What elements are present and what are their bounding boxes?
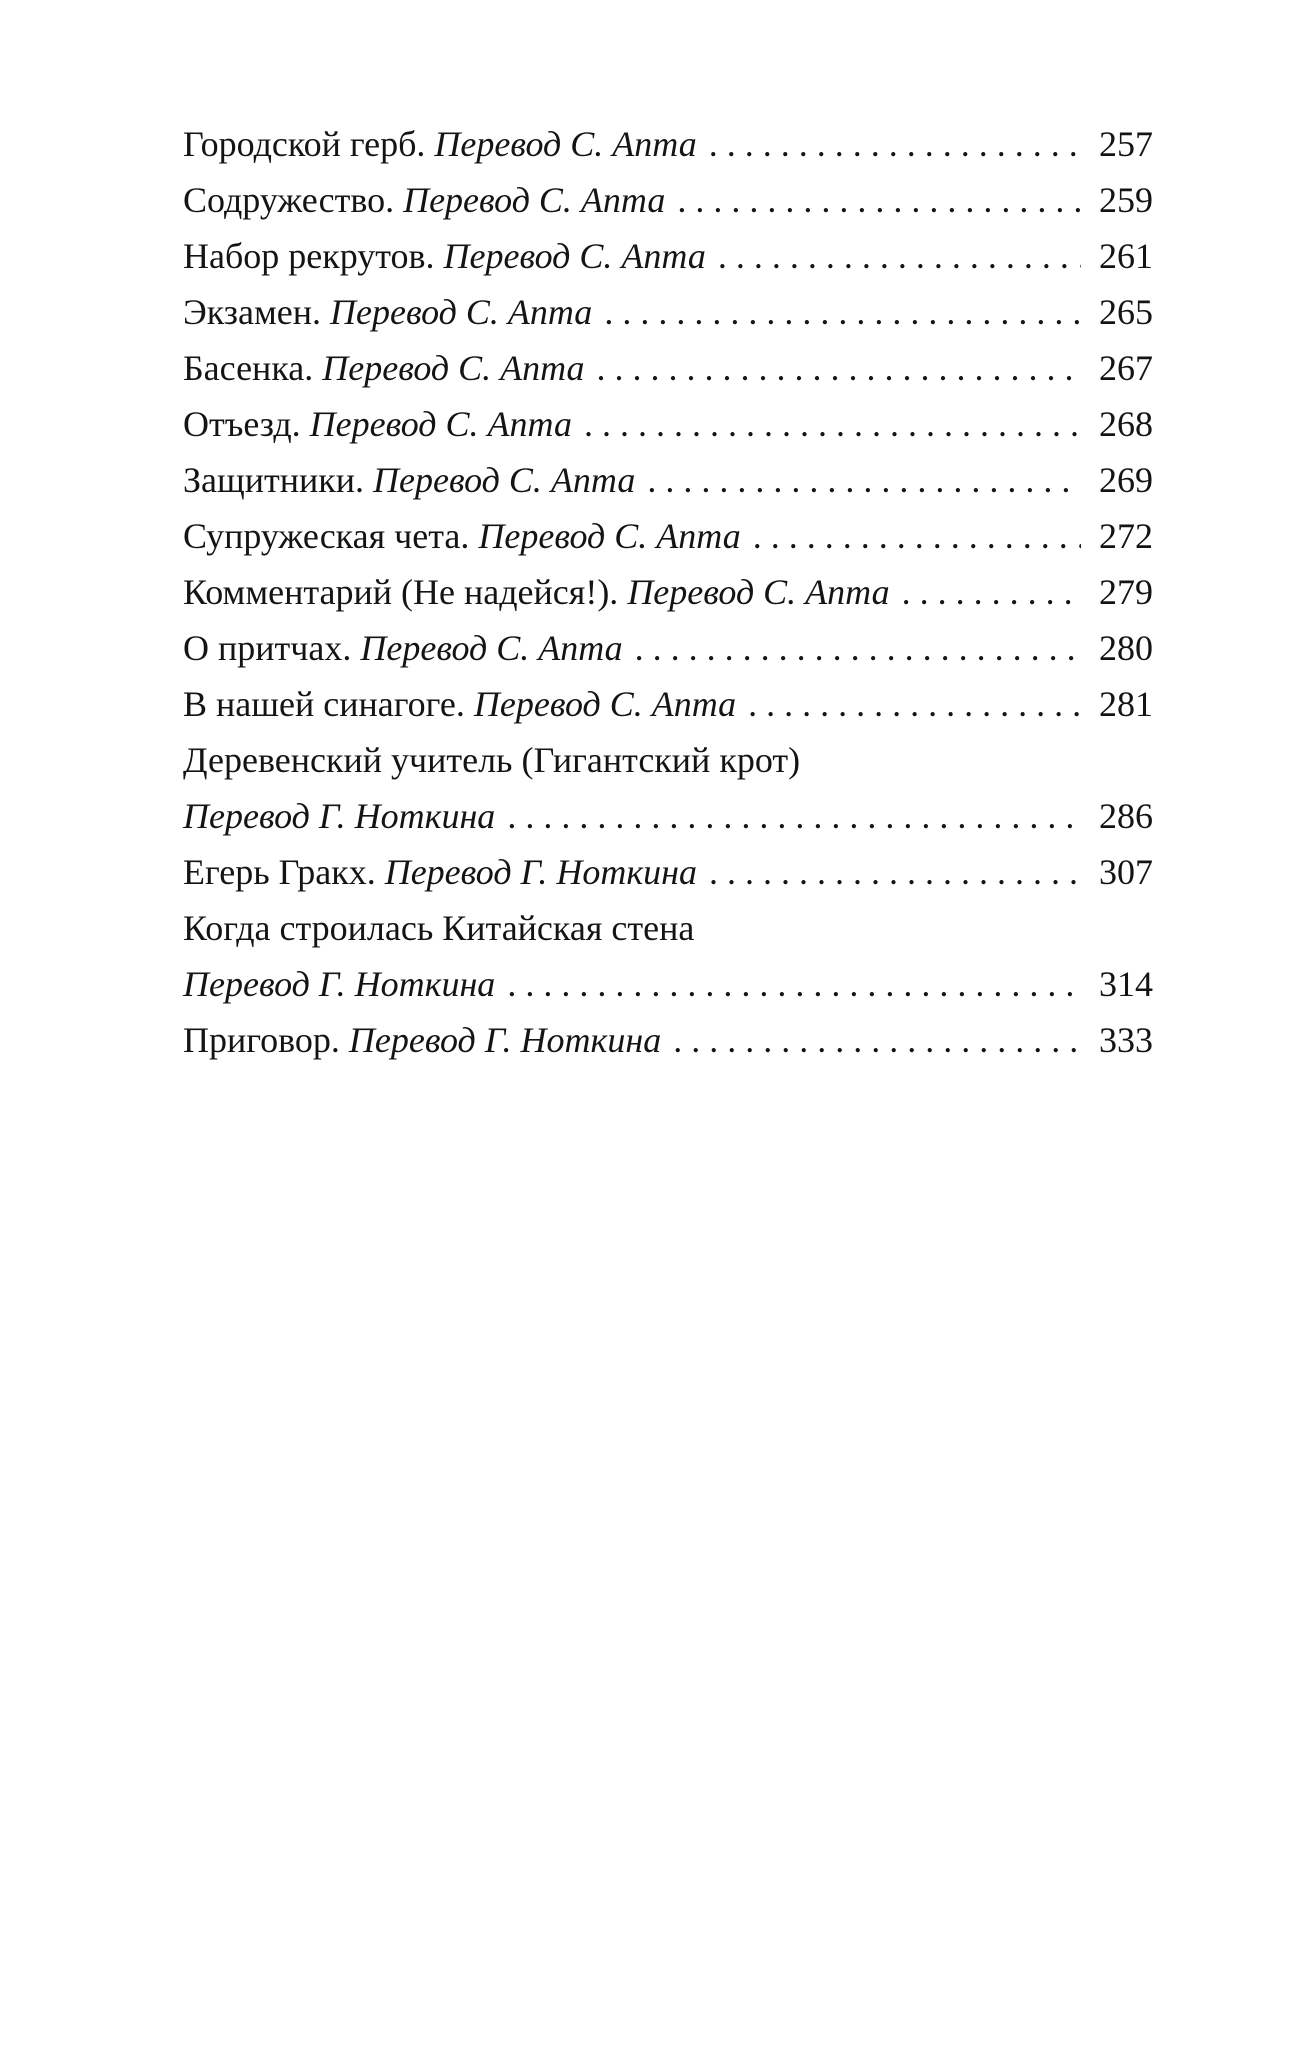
page-number: 307 (1099, 852, 1153, 892)
dot-leader (753, 508, 1081, 564)
page-number: 314 (1099, 964, 1153, 1004)
toc-entry (183, 732, 1153, 844)
entry-title: Когда строилась Китайская стена (183, 908, 695, 948)
entry-title: В нашей синагоге. (183, 684, 465, 724)
dot-leader (748, 676, 1081, 732)
entry-translator: Перевод Г. Ноткина (384, 852, 698, 892)
entry-translator: Перевод С. Апта (627, 572, 890, 612)
page-number: 272 (1099, 516, 1153, 556)
entry-title: О притчах. (183, 628, 352, 668)
entry-title: Защитники. (183, 460, 365, 500)
entry-title: Деревенский учитель (Гигантский крот) (183, 740, 801, 780)
toc-entry (183, 844, 1153, 900)
toc-entry (183, 508, 1153, 564)
entry-title: Отъезд. (183, 404, 301, 444)
entry-title: Городской герб. (183, 124, 426, 164)
entry-title: Содружество. (183, 180, 395, 220)
toc-entry (183, 340, 1153, 396)
page-number: 257 (1099, 124, 1153, 164)
dot-leader (597, 340, 1081, 396)
dot-leader (718, 228, 1081, 284)
page-number: 279 (1099, 572, 1153, 612)
toc-entry (183, 676, 1153, 732)
entry-translator: Перевод С. Апта (360, 628, 623, 668)
page-number: 259 (1099, 180, 1153, 220)
page-number: 269 (1099, 460, 1153, 500)
dot-leader (635, 620, 1081, 676)
page-number: 286 (1099, 796, 1153, 836)
entry-title: Егерь Гракх. (183, 852, 376, 892)
entry-translator: Перевод С. Апта (434, 124, 697, 164)
dot-leader (677, 172, 1081, 228)
page-number: 268 (1099, 404, 1153, 444)
entry-translator: Перевод С. Апта (443, 236, 706, 276)
toc-entry (183, 564, 1153, 620)
entry-title: Басенка. (183, 348, 314, 388)
entry-translator: Перевод С. Апта (330, 292, 593, 332)
entry-title: Приговор. (183, 1020, 340, 1060)
page-number: 261 (1099, 236, 1153, 276)
entry-title: Экзамен. (183, 292, 322, 332)
entry-translator: Перевод С. Апта (478, 516, 741, 556)
toc-entry (183, 284, 1153, 340)
entry-translator: Перевод С. Апта (373, 460, 636, 500)
page-number: 333 (1099, 1020, 1153, 1060)
dot-leader (507, 956, 1081, 1012)
dot-leader (673, 1012, 1081, 1068)
page-number: 267 (1099, 348, 1153, 388)
entry-translator: Перевод С. Апта (322, 348, 585, 388)
entry-title: Набор рекрутов. (183, 236, 435, 276)
toc-entry (183, 452, 1153, 508)
entry-translator: Перевод Г. Ноткина (183, 964, 496, 1004)
toc-entry (183, 1012, 1153, 1068)
toc-entry (183, 396, 1153, 452)
page-number: 281 (1099, 684, 1153, 724)
dot-leader (647, 452, 1081, 508)
dot-leader (584, 396, 1081, 452)
entry-translator: Перевод С. Апта (309, 404, 572, 444)
entry-title: Супружеская чета. (183, 516, 470, 556)
entry-title: Комментарий (Не надейся!). (183, 572, 619, 612)
toc-entry (183, 620, 1153, 676)
toc-entry (183, 900, 1153, 1012)
entry-translator: Перевод С. Апта (473, 684, 737, 724)
table-of-contents (183, 116, 1153, 1068)
entry-translator: Перевод С. Апта (403, 180, 666, 220)
dot-leader (709, 116, 1081, 172)
dot-leader (709, 844, 1081, 900)
page-number: 280 (1099, 628, 1153, 668)
page-number: 265 (1099, 292, 1153, 332)
toc-entry (183, 116, 1153, 172)
entry-translator: Перевод Г. Ноткина (348, 1020, 662, 1060)
dot-leader (902, 564, 1081, 620)
entry-translator: Перевод Г. Ноткина (183, 796, 496, 836)
dot-leader (507, 788, 1081, 844)
toc-entry (183, 228, 1153, 284)
dot-leader (604, 284, 1081, 340)
toc-entry (183, 172, 1153, 228)
